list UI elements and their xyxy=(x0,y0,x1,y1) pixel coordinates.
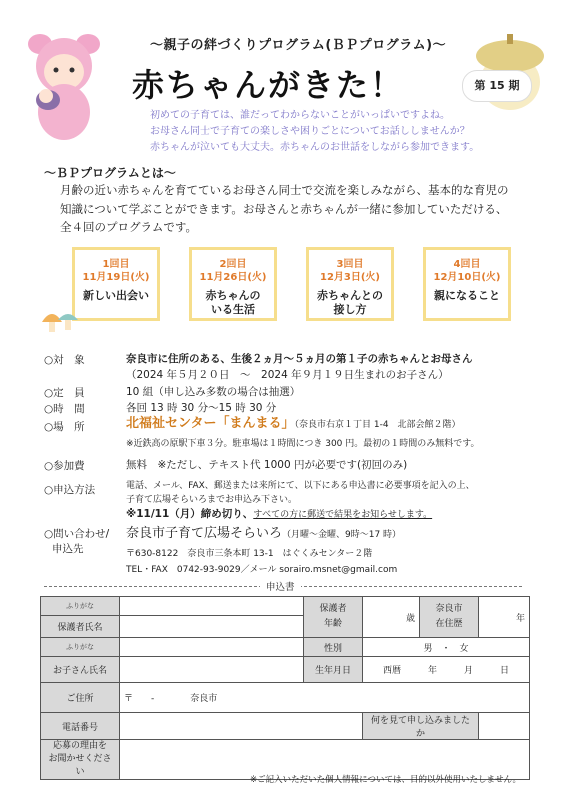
how-heard-field[interactable] xyxy=(479,713,530,740)
session-card-2: 2回目 11月26日(火) 赤ちゃんの いる生活 xyxy=(189,247,277,321)
page-title: 赤ちゃんがきた！ xyxy=(132,66,405,104)
contact-tel: TEL・FAX 0742-93-9029／メール sorairo.msnet@gmail.com xyxy=(126,565,398,575)
time-value: 各回 13 時 30 分～15 時 30 分 xyxy=(126,402,277,414)
form-heading-label: 申込書 xyxy=(260,579,301,593)
intro-text: 初めての子育ては、誰だってわからないことがいっぱいですよね。 お母さん同士で子育ての楽しさや困りごとについてお話ししませんか？ 赤ちゃんが泣いても大丈夫。赤ちゃんのお世話をしながら参加できます。 xyxy=(150,110,480,153)
guardian-name-field[interactable] xyxy=(120,616,304,638)
birth-date-field[interactable]: 西暦 年 月 日 xyxy=(363,657,530,683)
phone-field[interactable] xyxy=(120,713,363,740)
address-field[interactable]: 〒 - 奈良市 xyxy=(120,683,530,713)
place-note: ※近鉄高の原駅下車３分。駐車場は１時間につき 300 円。最初の１時間のみ無料です。 xyxy=(126,439,480,449)
place-value: 北福祉センター「まんまる」（奈良市右京１丁目 1-4 北部会館２階） xyxy=(126,416,461,431)
application-form: ふりがな 保護者 年齢 歳 奈良市 在住歴 年 保護者氏名 ふりがな 性別 男 ・ 女 お子さん氏名 生年月日 西暦 年 月 日 ご住所 〒 - 奈良市 電話番号 何を見て申し込みましたか 応募の理由を お聞かせください xyxy=(40,596,530,780)
place-label: ○場 所 xyxy=(44,421,85,433)
apply-line-2: 子育て広場そらいろまでお申込み下さい。 xyxy=(126,495,298,505)
child-name-field[interactable] xyxy=(120,657,304,683)
target-value: 奈良市に住所のある、生後２ヵ月～５ヵ月の第１子の赤ちゃんとお母さん xyxy=(126,353,473,365)
bp-heading: ～ＢＰプログラムとは～ xyxy=(44,166,176,180)
time-label: ○時 間 xyxy=(44,403,85,415)
guardian-furigana-field[interactable] xyxy=(120,597,304,616)
gender-field[interactable]: 男 ・ 女 xyxy=(363,638,530,657)
contact-label-2: 申込先 xyxy=(52,543,84,555)
session-card-4: 4回目 12月10日(火) 親になること xyxy=(423,247,511,321)
residence-field[interactable]: 年 xyxy=(479,597,530,638)
contact-address: 〒630-8122 奈良市三条本町 13-1 はぐくみセンター２階 xyxy=(126,549,373,559)
capacity-value: 10 組（申し込み多数の場合は抽選） xyxy=(126,386,301,398)
session-card-1: 1回目 11月19日(火) 新しい出会い xyxy=(72,247,160,321)
guardian-age-field[interactable]: 歳 xyxy=(363,597,420,638)
capacity-label: ○定 員 xyxy=(44,387,85,399)
mushroom-icon xyxy=(40,306,80,334)
target-label: ○対 象 xyxy=(44,354,85,366)
issue-badge: 第 15 期 xyxy=(462,70,532,102)
apply-line-1: 電話、メール、FAX、郵送または来所にて、以下にある申込書に必要事項を記入の上、 xyxy=(126,481,475,491)
fee-value: 無料 ※ただし、テキスト代 1000 円が必要です(初回のみ) xyxy=(126,459,408,471)
bp-description: 月齢の近い赤ちゃんを育てているお母さん同士で交流を楽しみながら、基本的な育児の 知識について学ぶことができます。お母さんと赤ちゃんが一緒に参加していただける、 全４回のプログラムです。 xyxy=(60,183,509,234)
session-card-3: 3回目 12月3日(火) 赤ちゃんとの 接し方 xyxy=(306,247,394,321)
contact-label: ○問い合わせ/ xyxy=(44,528,110,540)
apply-deadline: ※11/11（月）締め切り、すべての方に郵送で結果をお知らせします。 xyxy=(126,508,433,520)
contact-value: 奈良市子育て広場そらいろ（月曜～金曜、9時～17 時） xyxy=(126,526,402,541)
privacy-note: ※ご記入いただいた個人情報については、目的以外使用いたしません。 xyxy=(250,775,521,785)
fee-label: ○参加費 xyxy=(44,460,85,472)
child-furigana-field[interactable] xyxy=(120,638,304,657)
target-dates: （2024 年５月２０日 ～ 2024 年９月１９日生まれのお子さん） xyxy=(126,369,449,381)
apply-label: ○申込方法 xyxy=(44,484,96,496)
baby-deer-illustration xyxy=(24,30,104,142)
program-subtitle: ～親子の絆づくりプログラム(ＢＰプログラム)～ xyxy=(150,38,447,53)
